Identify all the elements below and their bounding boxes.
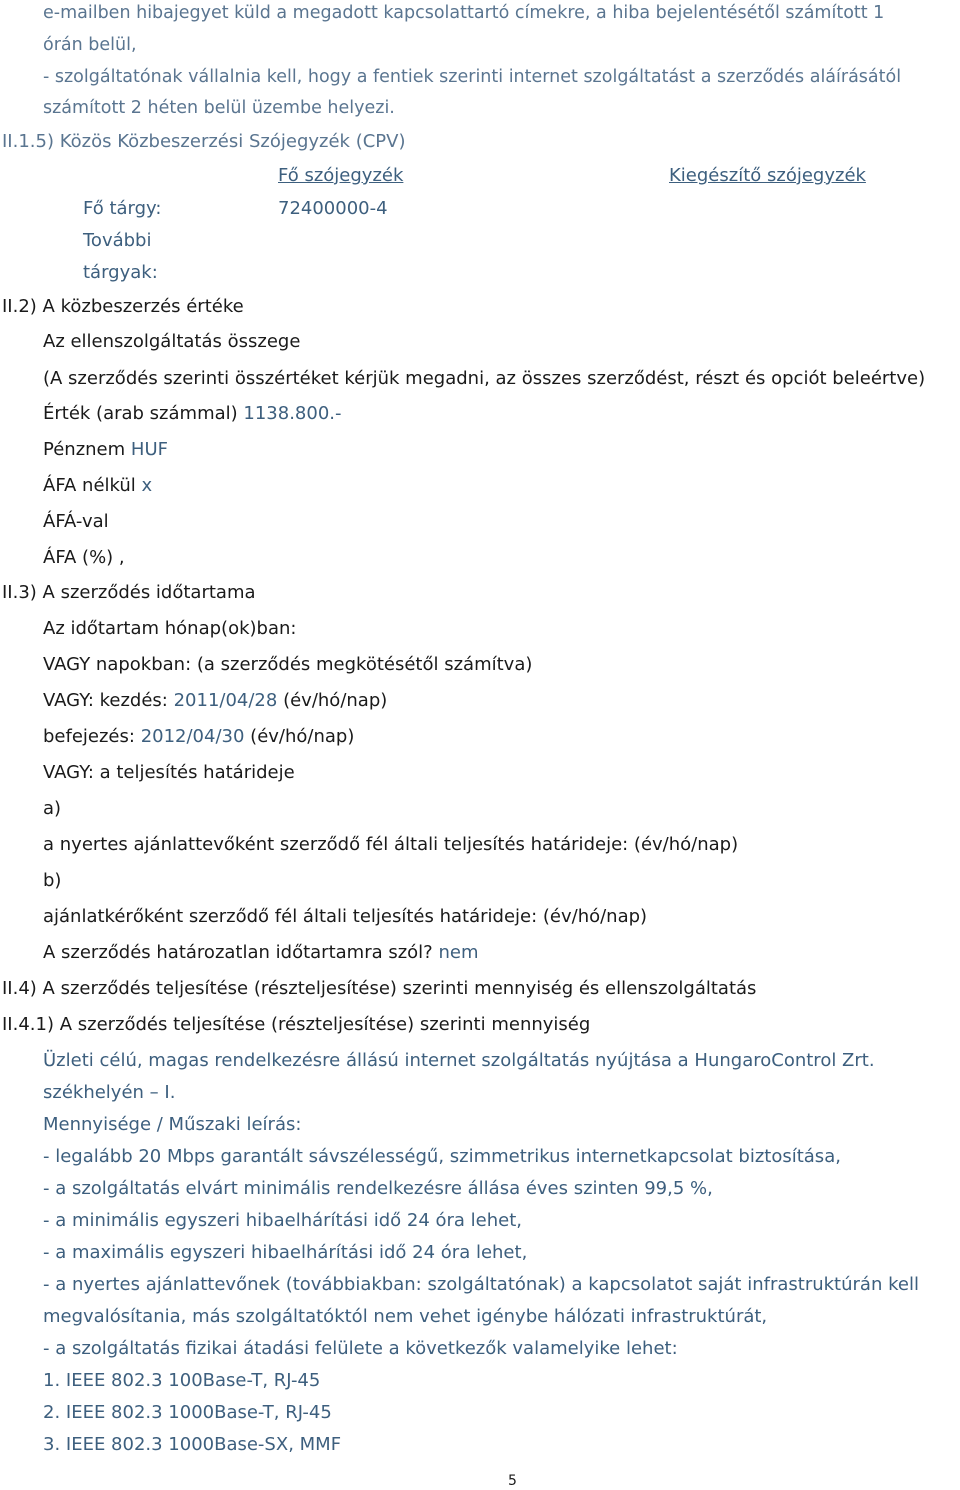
interface-option: 3. IEEE 802.3 1000Base-SX, MMF [43, 1434, 342, 1455]
duration-b-text: ajánlatkérőként szerződő fél általi teljesítés határideje: (év/hó/nap) [43, 906, 648, 927]
value-amount [43, 403, 342, 425]
value-vat-without [43, 475, 152, 497]
value-vat-pct: ÁFA (%) , [43, 547, 125, 568]
cpv-main-subject-code: 72400000-4 [278, 198, 388, 219]
spec-item: - a nyertes ajánlattevőnek (továbbiakban: szolgáltatónak) a kapcsolatot saját infrastruktúrán kell [43, 1274, 919, 1295]
interface-option: 1. IEEE 802.3 100Base-T, RJ-45 [43, 1370, 321, 1391]
value-note: (A szerződés szerinti összértéket kérjük megadni, az összes szerződést, részt és opciót beleértve) [43, 368, 926, 389]
duration-indefinite-label: A szerződés határozatlan időtartamra szól? [43, 942, 433, 963]
duration-a-text: a nyertes ajánlattevőként szerződő fél általi teljesítés határideje: (év/hó/nap) [43, 834, 739, 855]
value-heading: II.2) A közbeszerzés értéke [2, 296, 244, 317]
spec-item: - legalább 20 Mbps garantált sávszélességű, szimmetrikus internetkapcsolat biztosítása, [43, 1146, 841, 1167]
duration-heading: II.3) A szerződés időtartama [2, 582, 256, 603]
page-number: 5 [508, 1473, 517, 1489]
performance-desc: székhelyén – I. [43, 1082, 176, 1103]
duration-b-label: b) [43, 870, 62, 891]
intro-line: - szolgáltatónak vállalnia kell, hogy a fentiek szerinti internet szolgáltatást a szerződés aláírásától [43, 67, 902, 87]
duration-start [43, 690, 387, 712]
cpv-other-label: További [83, 230, 152, 251]
duration-start-label: VAGY: kezdés: [43, 690, 168, 711]
duration-start-value: 2011/04/28 [173, 690, 278, 711]
performance-subheading: II.4.1) A szerződés teljesítése (részteljesítése) szerinti mennyiség [2, 1014, 591, 1035]
duration-deadline: VAGY: a teljesítés határideje [43, 762, 295, 783]
performance-heading: II.4) A szerződés teljesítése (részteljesítése) szerinti mennyiség és ellenszolgáltatás [2, 978, 757, 999]
spec-item: - a szolgáltatás fizikai átadási felülete a következők valamelyike lehet: [43, 1338, 678, 1359]
value-currency-value: HUF [130, 439, 168, 460]
duration-end [43, 726, 354, 748]
intro-line: órán belül, [43, 35, 137, 55]
value-vat-without-mark: x [141, 475, 153, 496]
duration-days: VAGY napokban: (a szerződés megkötésétől számítva) [43, 654, 533, 675]
duration-indefinite-value: nem [438, 942, 479, 963]
value-currency [43, 439, 168, 461]
duration-start-suffix: (év/hó/nap) [283, 690, 388, 711]
interface-option: 2. IEEE 802.3 1000Base-T, RJ-45 [43, 1402, 332, 1423]
value-currency-label: Pénznem [43, 439, 126, 460]
cpv-col-main: Fő szójegyzék [278, 165, 404, 186]
cpv-heading [2, 131, 405, 153]
cpv-col-extra: Kiegészítő szójegyzék [669, 165, 866, 186]
duration-indefinite [43, 942, 479, 964]
performance-desc: Üzleti célú, magas rendelkezésre állású internet szolgáltatás nyújtása a HungaroControl Zrt. [43, 1050, 875, 1071]
cpv-other-label: tárgyak: [83, 262, 158, 283]
cpv-main-subject-label: Fő tárgy: [83, 198, 162, 219]
duration-end-label: befejezés: [43, 726, 135, 747]
cpv-heading-text: II.1.5) Közös Közbeszerzési Szójegyzék (CPV) [2, 131, 406, 152]
value-amount-value: 1138.800.- [243, 403, 342, 424]
value-sub: Az ellenszolgáltatás összege [43, 331, 301, 352]
value-vat-without-label: ÁFA nélkül [43, 475, 136, 496]
spec-item: - a maximális egyszeri hibaelhárítási idő 24 óra lehet, [43, 1242, 528, 1263]
spec-item: - a minimális egyszeri hibaelhárítási idő 24 óra lehet, [43, 1210, 523, 1231]
spec-title: Mennyisége / Műszaki leírás: [43, 1114, 302, 1135]
duration-end-value: 2012/04/30 [140, 726, 245, 747]
duration-a-label: a) [43, 798, 62, 819]
intro-line: számított 2 héten belül üzembe helyezi. [43, 98, 395, 118]
duration-months: Az időtartam hónap(ok)ban: [43, 618, 297, 639]
value-amount-label: Érték (arab számmal) [43, 403, 238, 424]
value-vat-with: ÁFÁ-val [43, 511, 109, 532]
duration-end-suffix: (év/hó/nap) [250, 726, 355, 747]
spec-item: megvalósítania, más szolgáltatóktól nem vehet igénybe hálózati infrastruktúrát, [43, 1306, 768, 1327]
spec-item: - a szolgáltatás elvárt minimális rendelkezésre állása éves szinten 99,5 %, [43, 1178, 713, 1199]
intro-line: e-mailben hibajegyet küld a megadott kapcsolattartó címekre, a hiba bejelentésétől számított 1 [43, 3, 885, 23]
